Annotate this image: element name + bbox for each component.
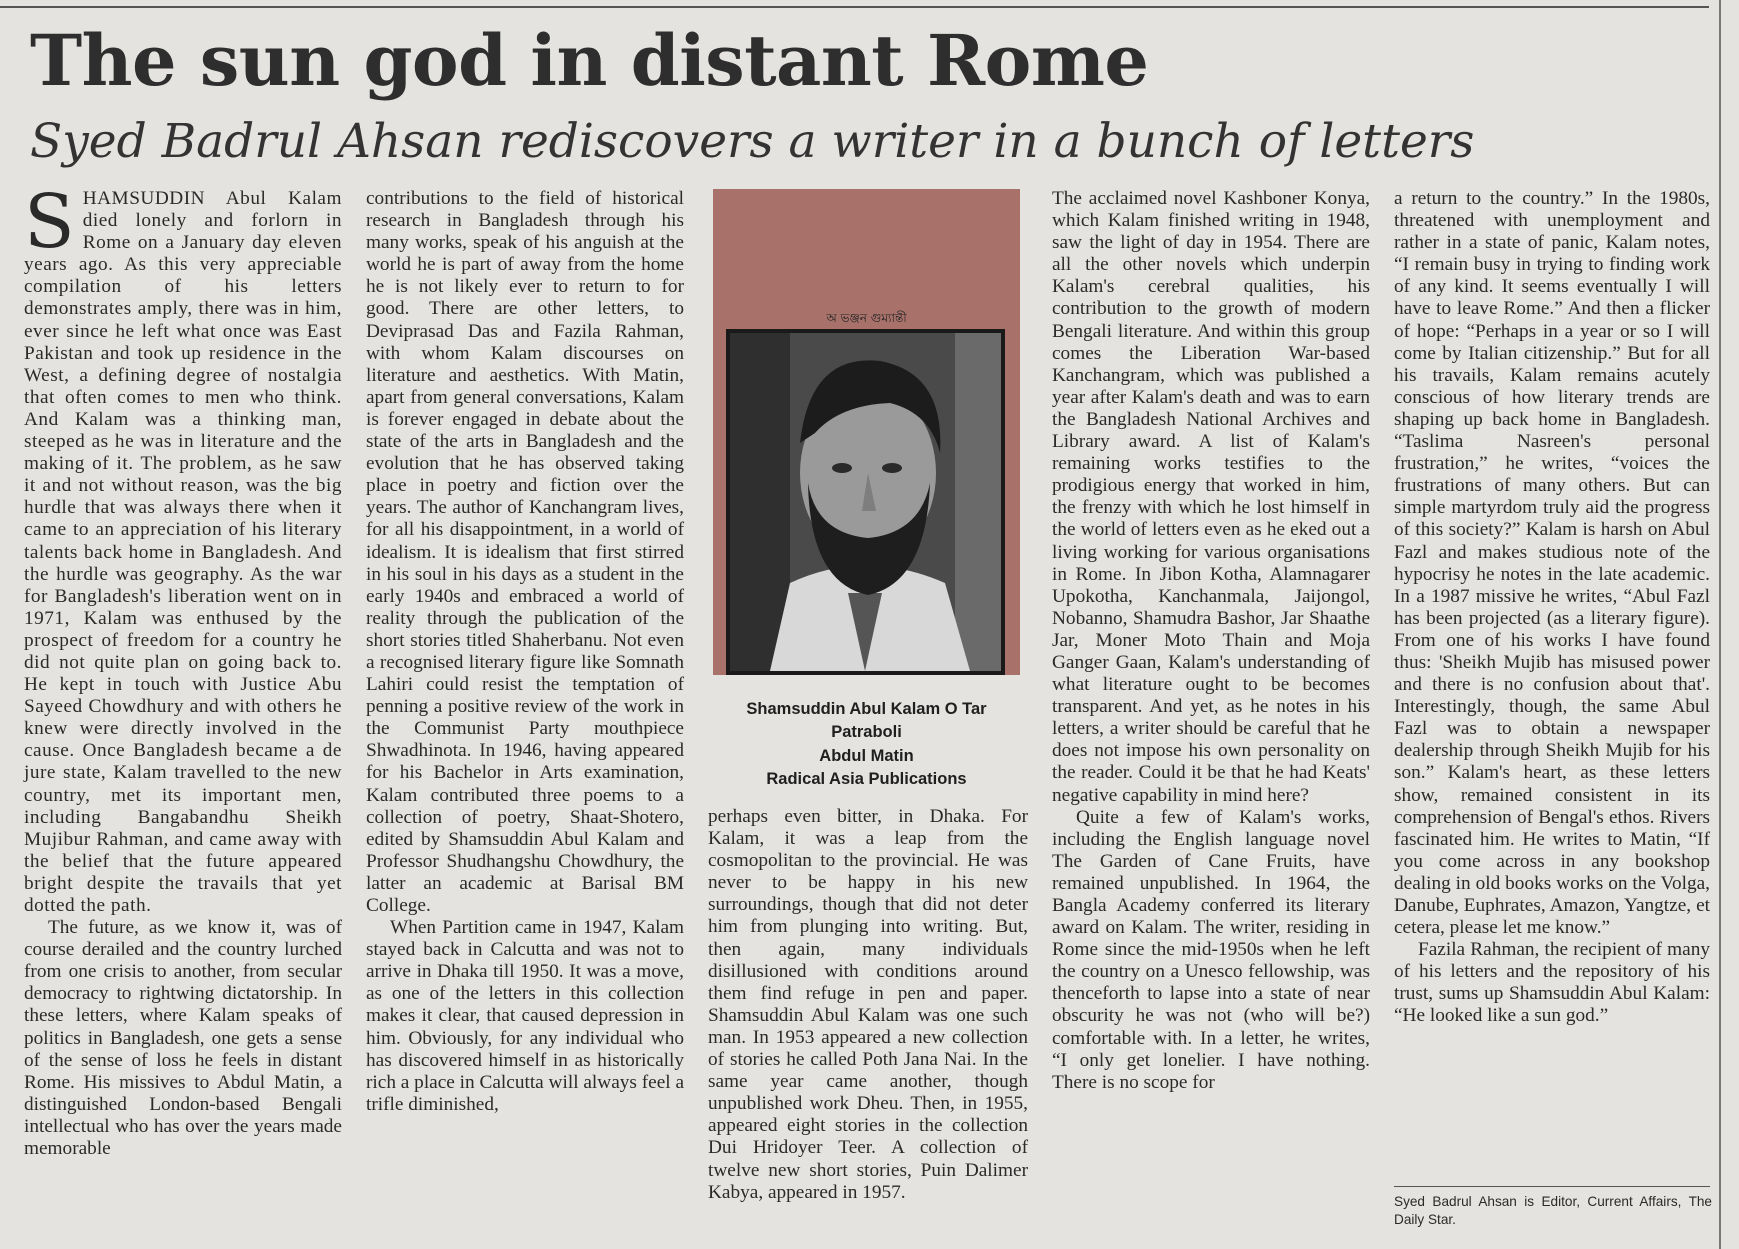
article-column-3 bbox=[708, 806, 1028, 1228]
subheadline: Syed Badrul Ahsan rediscovers a writer in a bunch of letters bbox=[30, 114, 1475, 169]
drop-cap: S bbox=[24, 179, 75, 265]
headline: The sun god in distant Rome bbox=[30, 19, 1149, 102]
paragraph: The acclaimed novel Kashboner Konya, which Kalam finished writing in 1948, saw the light of day in 1954. There are all the other novels which underpin Kalam's cerebral qualities, his contribution to the growth of modern Bengali literature. And within this group comes the Liberation War-based Kanchangram, which was published a year after Kalam's death and was to earn the Bangladesh National Archives and Library award. A list of Kalam's remaining works testifies to the prodigious energy that worked in him, the frenzy with which he lost himself in the world of letters even as he eked out a living working for various organisations in Rome. In Jibon Kotha, Alamnagarer Upokotha, Kanchanmala, Jaijongol, Nobanno, Shamudra Bashor, Jar Shaathe Jar, Moner Moto Thain and Moja Ganger Gaan, Kalam's understanding of what literature ought to be becomes transparent. And yet, as he notes in his letters, a writer should be careful that he does not impose his own personality on the reader. Could it be that he had Keats' negative capability in mind here? bbox=[1052, 188, 1370, 806]
column-rule bbox=[1719, 0, 1721, 1249]
paragraph: a return to the country.” In the 1980s, threatened with unemployment and rather in a state of panic, Kalam notes, “I remain busy in trying to finding work of any kind. It seems eventually I will have to leave Rome.” And then a flicker of hope: “Perhaps in a year or so I will come by Italian citizenship.” But for all his travails, Kalam remains acutely conscious of how literary trends are shaping up back home in Bangladesh. “Taslima Nasreen's personal frustration,” he writes, “voices the frustrations of many others. But can simple martyrdom truly aid the progress of this society?” Kalam is harsh on Abul Fazl and makes studious note of the hypocrisy he notes in the late academic. In a 1987 missive he writes, “Abul Fazl has been projected (as a literary figure). From one of his works I have found thus: 'Sheikh Mujib has misused power and there is no confusion about that'. Interestingly, though, the same Abul Fazl was to obtain a newspaper dealership through Sheikh Mujib for his son.” Kalam's heart, as these letters show, remained consistent in its comprehension of Bengal's ethos. Rivers fascinated him. He writes to Matin, “If you come across in any bookshop dealing in old books works on the Volga, Danube, Euphrates, Amazon, Yangtze, et cetera, please let me know.” bbox=[1394, 188, 1710, 939]
article-column-5 bbox=[1394, 188, 1710, 1228]
paragraph: Quite a few of Kalam's works, including the English language novel The Garden of Cane Fruits, have remained unpublished. In 1964, the Bangla Academy conferred its literary award on Kalam. The writer, residing in Rome since the mid-1950s when he left the country on a Unesco fellowship, was thenceforth to lapse into a state of near obscurity he was not (who will be?) comfortable with. In a letter, he writes, “I only get lonelier. I have nothing. There is no scope for bbox=[1052, 806, 1370, 1093]
cover-title: অ ভঞ্জন গুম্যান্তী bbox=[826, 311, 907, 325]
caption-title-line-1: Shamsuddin Abul Kalam O Tar bbox=[746, 700, 987, 718]
author-portrait-photo bbox=[726, 329, 1005, 675]
caption-author: Abdul Matin bbox=[819, 746, 914, 765]
book-cover-image bbox=[713, 189, 1020, 675]
caption-publisher: Radical Asia Publications bbox=[766, 769, 967, 788]
caption-title-line-2: Patraboli bbox=[831, 723, 902, 742]
portrait-illustration bbox=[730, 333, 1001, 671]
top-rule bbox=[0, 6, 1709, 8]
paragraph: Fazila Rahman, the recipient of many of his letters and the repository of his trust, sums up Shamsuddin Abul Kalam: “He looked like a sun god.” bbox=[1394, 939, 1710, 1027]
paragraph: perhaps even bitter, in Dhaka. For Kalam, it was a leap from the cosmopolitan to the provincial. He was never to be happy in his new surroundings, though that did not deter him from plunging into writing. But, then again, many individuals disillusioned with conditions around them find refuge in pen and paper. Shamsuddin Abul Kalam was one such man. In 1953 appeared a new collection of stories he called Poth Jana Nai. In the same year came another, though unpublished work Dheu. Then, in 1955, appeared eight stories in the collection Dui Hridoyer Teer. A collection of twelve new short stories, Puin Dalimer Kabya, appeared in 1957. bbox=[708, 806, 1028, 1203]
lead-paragraph bbox=[24, 179, 342, 917]
article-column-1 bbox=[24, 179, 342, 1228]
article-column-4 bbox=[1052, 188, 1370, 1228]
author-byline: Syed Badrul Ahsan is Editor, Current Affairs, The Daily Star. bbox=[1394, 1194, 1712, 1227]
paragraph: contributions to the field of historical research in Bangladesh through his many works, speak of his anguish at the world he is part of away from the home he is not likely ever to return to for good. There are other letters, to Deviprasad Das and Fazila Rahman, with whom Kalam discourses on literature and aesthetics. With Matin, apart from general conversations, Kalam is forever engaged in debate about the state of the arts in Bangladesh and the evolution that he has observed taking place in poetry and fiction over the years. The author of Kanchangram lives, for all his disappointment, in a world of idealism. It is idealism that first stirred in his soul in his days as a student in the early 1940s and embraced a world of reality through the publication of the short stories titled Shaherbanu. Not even a recognised literary figure like Somnath Lahiri could resist the temptation of penning a positive review of the work in the Communist Party mouthpiece Shwadhinota. In 1946, having appeared for his Bachelor in Arts examination, Kalam contributed three poems to a collection of poetry, Shaat-Shotero, edited by Shamsuddin Abul Kalam and Professor Shudhangshu Chowdhury, the latter an academic at Barisal BM College. bbox=[366, 188, 684, 916]
book-caption bbox=[713, 698, 1020, 791]
paragraph: When Partition came in 1947, Kalam stayed back in Calcutta and was not to arrive in Dhaka till 1950. It was a move, as one of the letters in this collection makes it clear, that caused depression in him. Obviously, for any individual who has discovered himself in as historically rich a place in Calcutta will always feel a trifle diminished, bbox=[366, 917, 684, 1115]
paragraph: The future, as we know it, was of course derailed and the country lurched from one crisis to another, from secular democracy to rightwing dictatorship. In these letters, where Kalam speaks of politics in Bangladesh, one gets a sense of the sense of loss he feels in distant Rome. His missives to Abdul Matin, a distinguished London-based Bengali intellectual who has over the years made memorable bbox=[24, 917, 342, 1160]
article-column-2 bbox=[366, 188, 684, 1228]
lead-text: HAMSUDDIN Abul Kalam died lonely and forlorn in Rome on a January day eleven years ago. As this very appreciable compilation of his letters demonstrates amply, there was in him, ever since he left what once was East Pakistan and took up residence in the West, a defining degree of nostalgia that often comes to men who think. And Kalam was a thinking man, steeped as he was in literature and the making of it. The problem, as he saw it and not without reason, was the big hurdle that was always there when it came to an appreciation of his literary talents back home in Bangladesh. And the hurdle was geography. As the war for Bangladesh's liberation went on in 1971, Kalam was enthused by the prospect of freedom for a country he did not quite plan on going back to. He kept in touch with Justice Abu Sayeed Chowdhury and with others he knew were directly involved in the cause. Once Bangladesh became a de jure state, Kalam travelled to the new country, met its important men, including Bangabandhu Sheikh Mujibur Rahman, and came away with the belief that the future appeared bright despite the travails that yet dotted the path. bbox=[24, 188, 342, 916]
byline-divider bbox=[1394, 1186, 1710, 1187]
